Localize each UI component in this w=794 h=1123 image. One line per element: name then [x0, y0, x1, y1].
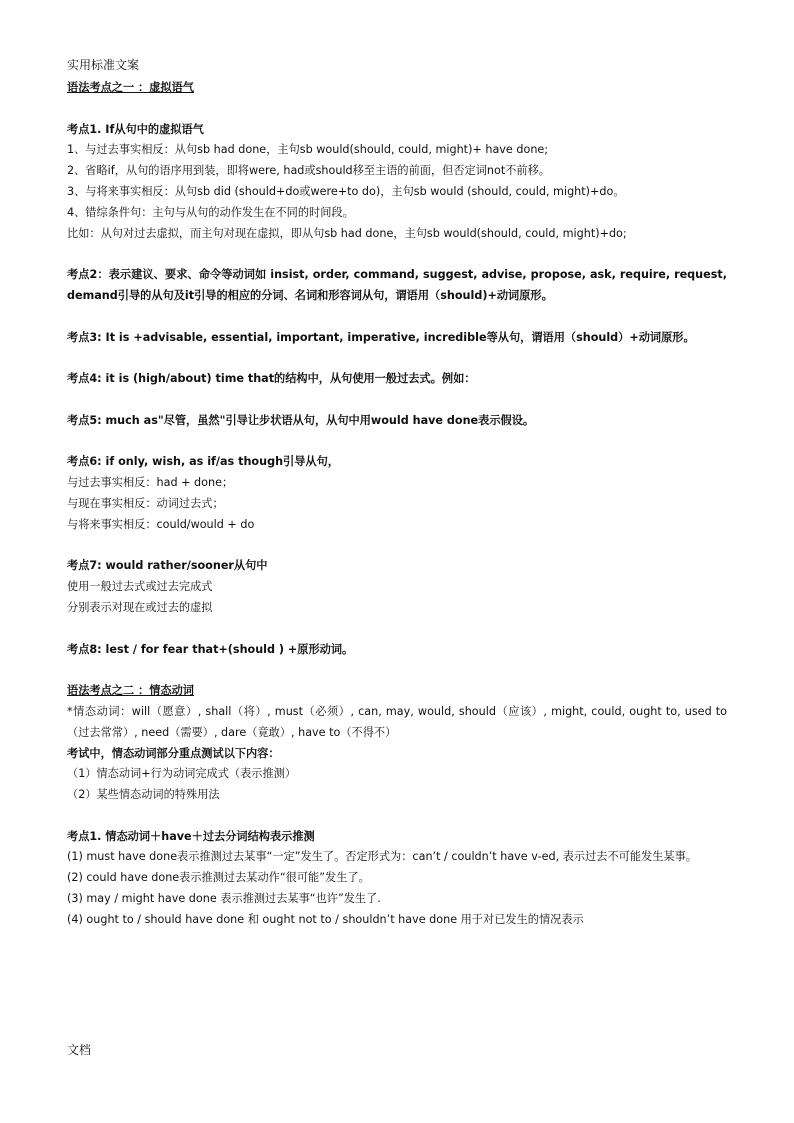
point6-line3: 与将来事实相反：could/would + do: [67, 517, 255, 531]
point2-paragraph: 考点2：表示建议、要求、命令等动词如 insist, order, command, suggest, advise, propose, ask, require, request, demand引导的从句及it引导的相应的分词、名词和形容词从句，谓语用（should)+动词原形。: [67, 268, 727, 302]
point7-line1: 使用一般过去式或过去完成式: [67, 580, 213, 594]
point3-paragraph: 考点3: It is +advisable, essential, important, imperative, incredible等从句，谓语用（should）+动词原形。: [67, 330, 695, 344]
point5-paragraph: 考点5: much as"尽管，虽然"引导让步状语从句，从句中用would have done表示假设。: [67, 413, 535, 427]
point4-paragraph: 考点4: it is (high/about) time that的结构中，从句使用一般过去式。例如：: [67, 372, 476, 386]
modal-focus-heading: 考试中，情态动词部分重点测试以下内容：: [67, 746, 280, 760]
section-title-subjunctive: 语法考点之一 ：虚拟语气: [67, 81, 194, 94]
point7-heading: 考点7: would rather/sooner从句中: [67, 559, 268, 573]
point8-paragraph: 考点8: lest / for fear that+(should ) +原形动词。: [67, 642, 354, 656]
point6-line1: 与过去事实相反：had + done；: [67, 476, 234, 490]
modal-point1-line1: (1) must have done表示推测过去某事“一定”发生了。否定形式为：can’t / couldn’t have v-ed, 表示过去不可能发生某事。: [67, 850, 697, 864]
point1-line3: 3、与将来事实相反：从句sb did (should+do或were+to do)，主句sb would (should, could, might)+do。: [67, 184, 625, 198]
modal-focus-item1: （1）情态动词+行为动词完成式（表示推测）: [67, 767, 297, 781]
point1-line5: 比如：从句对过去虚拟，而主句对现在虚拟，即从句sb had done，主句sb would(should, could, might)+do;: [67, 226, 627, 240]
modal-point1-line2: (2) could have done表示推测过去某动作“很可能”发生了。: [67, 871, 370, 885]
point6-heading: 考点6: if only, wish, as if/as though引导从句，: [67, 455, 339, 469]
modal-point1-line4: (4) ought to / should have done 和 ought not to / shouldn’t have done 用于对已发生的情况表示: [67, 912, 584, 926]
modal-verbs-intro: *情态动词：will（愿意）, shall（将）, must（必须）, can, may, would, should（应该）, might, could, ought to, used to（过去常常）, need（需要）, dare（竟敢）, have to（不得不）: [67, 704, 727, 739]
point1-line2: 2、省略if，从句的语序用到装，即将were, had或should移至主语的前面，但否定词not不前移。: [67, 164, 550, 178]
modal-point1-line3: (3) may / might have done 表示推测过去某事“也许”发生了.: [67, 892, 381, 906]
modal-point1-heading: 考点1. 情态动词＋have＋过去分词结构表示推测: [67, 829, 315, 843]
modal-focus-item2: （2）某些情态动词的特殊用法: [67, 788, 220, 802]
point1-line1: 1、与过去事实相反：从句sb had done，主句sb would(should, could, might)+ have done;: [67, 143, 549, 157]
page-footer: 文档: [67, 1043, 92, 1057]
point7-line2: 分别表示对现在或过去的虚拟: [67, 600, 213, 614]
page-header: 实用标准文案: [67, 58, 140, 72]
point6-line2: 与现在事实相反：动词过去式；: [67, 496, 224, 510]
section-title-modal-verbs: 语法考点之二 ：情态动词: [67, 684, 194, 698]
point1-heading: 考点1. If从句中的虚拟语气: [67, 122, 204, 136]
point1-line4: 4、错综条件句：主句与从句的动作发生在不同的时间段。: [67, 205, 354, 219]
document-body: [67, 78, 727, 931]
